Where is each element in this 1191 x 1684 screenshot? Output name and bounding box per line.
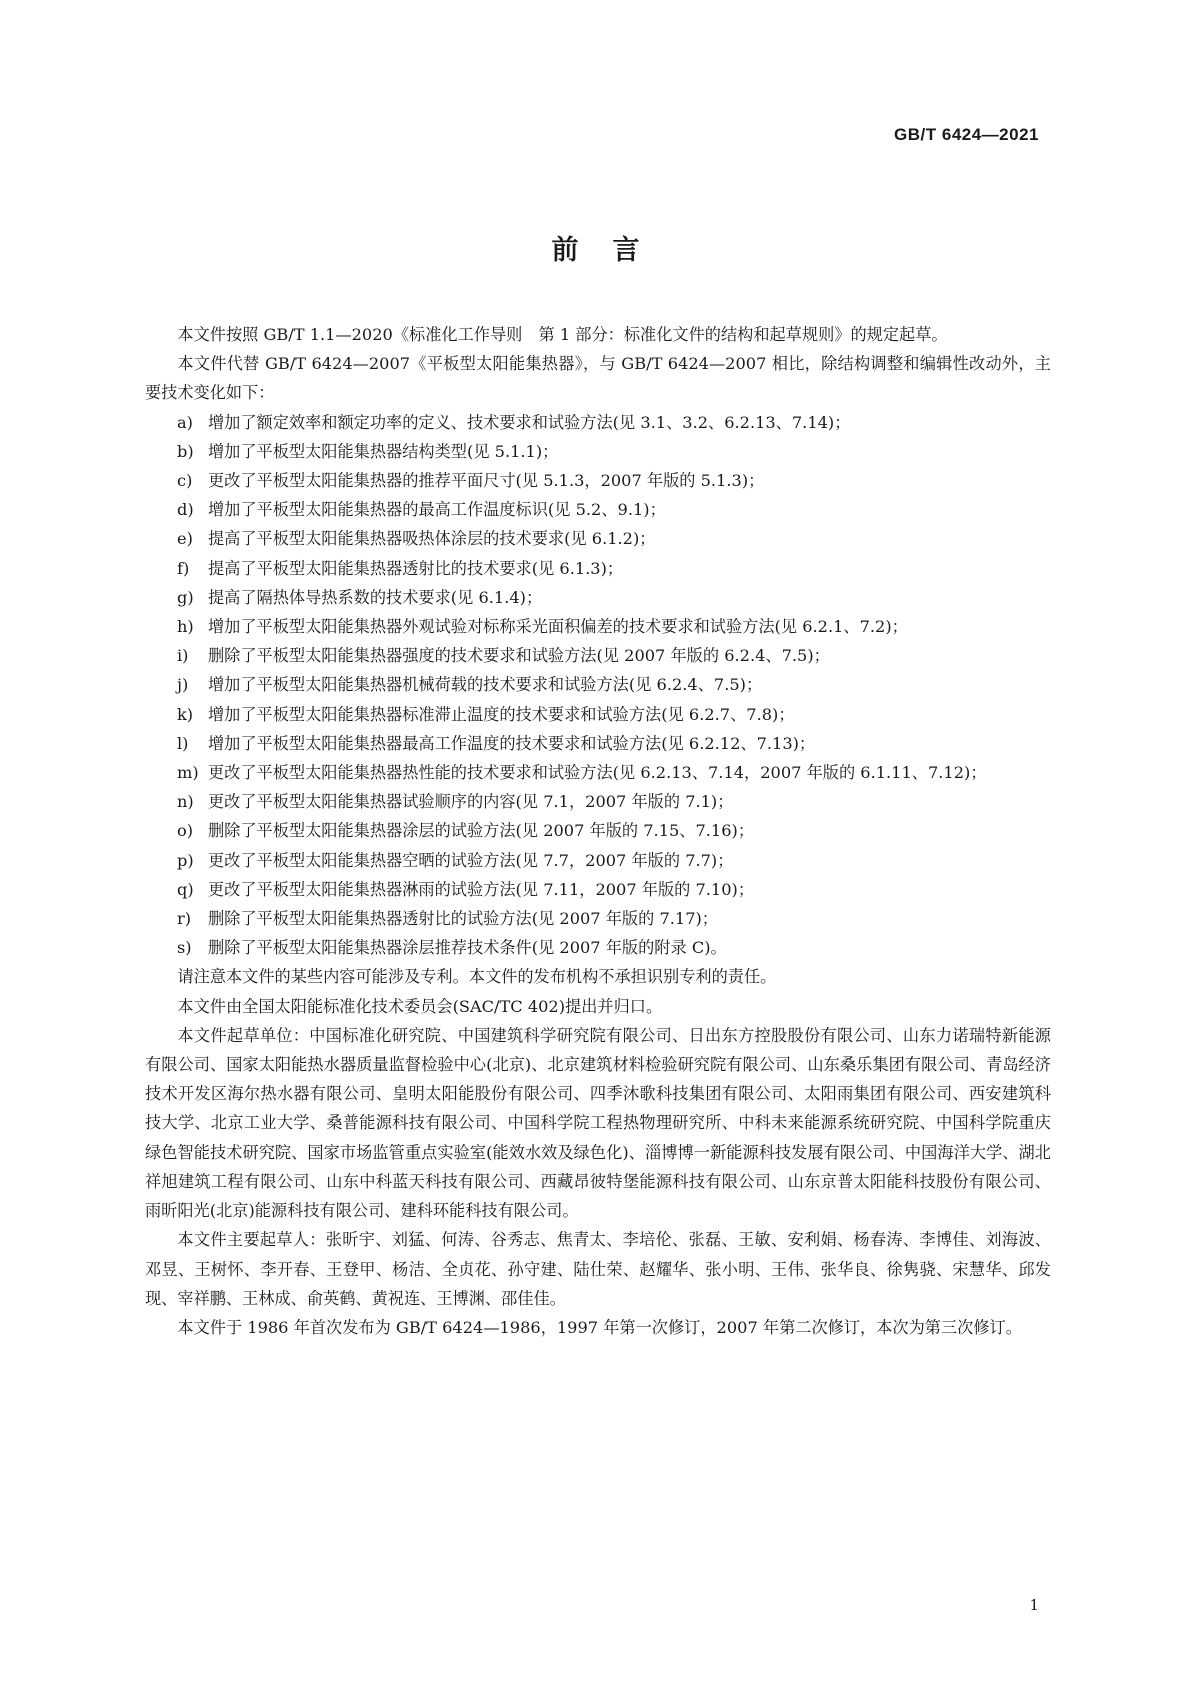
list-item bbox=[145, 846, 1051, 875]
list-marker: h) bbox=[177, 617, 194, 637]
list-marker: a) bbox=[177, 412, 193, 432]
list-item-text: 更改了平板型太阳能集热器的推荐平面尺寸(见 5.1.3，2007 年版的 5.1.3)； bbox=[208, 471, 765, 491]
list-item bbox=[145, 758, 1051, 787]
document-body bbox=[145, 320, 1051, 1342]
list-item-text: 更改了平板型太阳能集热器热性能的技术要求和试验方法(见 6.2.13、7.14，2007 年版的 6.1.11、7.12)； bbox=[208, 763, 987, 783]
list-item-text: 增加了额定效率和额定功率的定义、技术要求和试验方法(见 3.1、3.2、6.2.13、7.14)； bbox=[208, 412, 851, 432]
list-item-text: 增加了平板型太阳能集热器机械荷载的技术要求和试验方法(见 6.2.4、7.5)； bbox=[208, 675, 763, 695]
list-marker: e) bbox=[177, 529, 193, 549]
list-item-text: 更改了平板型太阳能集热器淋雨的试验方法(见 7.11，2007 年版的 7.10)； bbox=[208, 879, 755, 899]
list-item bbox=[145, 466, 1051, 495]
list-item bbox=[145, 641, 1051, 670]
list-item-text: 增加了平板型太阳能集热器外观试验对标称采光面积偏差的技术要求和试验方法(见 6.2.1、7.2)； bbox=[208, 617, 908, 637]
changes-list bbox=[145, 408, 1051, 963]
list-marker: s) bbox=[177, 938, 192, 958]
history-paragraph: 本文件于 1986 年首次发布为 GB/T 6424—1986，1997 年第一次修订，2007 年第二次修订，本次为第三次修订。 bbox=[177, 1317, 1022, 1337]
list-marker: l) bbox=[177, 733, 189, 753]
list-item bbox=[145, 583, 1051, 612]
list-item-text: 删除了平板型太阳能集热器透射比的试验方法(见 2007 年版的 7.17)； bbox=[208, 909, 718, 929]
list-marker: j) bbox=[177, 675, 189, 695]
list-item bbox=[145, 875, 1051, 904]
list-item-text: 增加了平板型太阳能集热器最高工作温度的技术要求和试验方法(见 6.2.12、7.13)； bbox=[208, 733, 816, 753]
list-item bbox=[145, 670, 1051, 699]
list-item-text: 提高了平板型太阳能集热器吸热体涂层的技术要求(见 6.1.2)； bbox=[208, 529, 656, 549]
list-item bbox=[145, 408, 1051, 437]
list-item-text: 增加了平板型太阳能集热器结构类型(见 5.1.1)； bbox=[208, 441, 559, 461]
list-item bbox=[145, 816, 1051, 845]
list-marker: o) bbox=[177, 821, 194, 841]
list-item bbox=[145, 700, 1051, 729]
intro-paragraph: 本文件按照 GB/T 1.1—2020《标准化工作导则 第 1 部分：标准化文件的结构和起草规则》的规定起草。 bbox=[177, 325, 948, 344]
list-marker: p) bbox=[177, 850, 194, 870]
list-marker: i) bbox=[177, 646, 189, 666]
list-item-text: 删除了平板型太阳能集热器强度的技术要求和试验方法(见 2007 年版的 6.2.4、7.5)； bbox=[208, 646, 830, 666]
standard-number: GB/T 6424—2021 bbox=[894, 125, 1039, 144]
list-item-text: 更改了平板型太阳能集热器试验顺序的内容(见 7.1，2007 年版的 7.1)； bbox=[208, 792, 734, 812]
proposer-paragraph: 本文件由全国太阳能标准化技术委员会(SAC/TC 402)提出并归口。 bbox=[177, 996, 663, 1016]
list-item bbox=[145, 612, 1051, 641]
page-number: 1 bbox=[1029, 1596, 1039, 1614]
list-marker: m) bbox=[177, 763, 199, 783]
list-item bbox=[145, 495, 1051, 524]
list-item-text: 增加了平板型太阳能集热器的最高工作温度标识(见 5.2、9.1)； bbox=[208, 500, 666, 520]
list-item-text: 增加了平板型太阳能集热器标准滞止温度的技术要求和试验方法(见 6.2.7、7.8)； bbox=[208, 704, 795, 724]
list-item-text: 删除了平板型太阳能集热器涂层的试验方法(见 2007 年版的 7.15、7.16)； bbox=[208, 821, 755, 841]
page-title: 前言 bbox=[551, 235, 674, 266]
list-item bbox=[145, 787, 1051, 816]
list-item-text: 提高了平板型太阳能集热器透射比的技术要求(见 6.1.3)； bbox=[208, 558, 624, 578]
list-marker: c) bbox=[177, 471, 193, 491]
list-item-text: 提高了隔热体导热系数的技术要求(见 6.1.4)； bbox=[208, 587, 543, 607]
list-item bbox=[145, 729, 1051, 758]
drafters-paragraph: 本文件主要起草人：张昕宇、刘猛、何涛、谷秀志、焦青太、李培伦、张磊、王敏、安利娟、杨春涛、李博佳、刘海波、邓昱、王树怀、李开春、王登甲、杨洁、全贞花、孙守建、陆仕荣、赵耀华、张小明、王伟、张华良、徐隽骁、宋慧华、邱发现、宰祥鹏、王林成、俞英鹤、黄祝连、王博渊、邵佳佳。 bbox=[145, 1230, 1051, 1308]
list-marker: r) bbox=[177, 909, 192, 929]
list-item bbox=[145, 437, 1051, 466]
patent-notice: 请注意本文件的某些内容可能涉及专利。本文件的发布机构不承担识别专利的责任。 bbox=[177, 967, 777, 987]
list-marker: k) bbox=[177, 704, 194, 724]
list-marker: f) bbox=[177, 558, 190, 578]
list-marker: d) bbox=[177, 500, 194, 520]
intro-paragraph: 本文件代替 GB/T 6424—2007《平板型太阳能集热器》，与 GB/T 6424—2007 相比，除结构调整和编辑性改动外，主要技术变化如下： bbox=[145, 354, 1051, 403]
list-item bbox=[145, 524, 1051, 553]
list-item-text: 更改了平板型太阳能集热器空晒的试验方法(见 7.7，2007 年版的 7.7)； bbox=[208, 850, 734, 870]
list-item-text: 删除了平板型太阳能集热器涂层推荐技术条件(见 2007 年版的附录 C)。 bbox=[208, 938, 727, 958]
list-marker: g) bbox=[177, 587, 194, 607]
drafting-units-paragraph: 本文件起草单位：中国标准化研究院、中国建筑科学研究院有限公司、日出东方控股股份有限公司、山东力诺瑞特新能源有限公司、国家太阳能热水器质量监督检验中心(北京)、北京建筑材料检验研究院有限公司、山东桑乐集团有限公司、青岛经济技术开发区海尔热水器有限公司、皇明太阳能股份有限公司、四季沐歌科技集团有限公司、太阳雨集团有限公司、西安建筑科技大学、北京工业大学、桑普能源科技有限公司、中国科学院工程热物理研究所、中科未来能源系统研究院、中国科学院重庆绿色智能技术研究院、国家市场监管重点实验室(能效水效及绿色化)、淄博博一新能源科技发展有限公司、中国海洋大学、湖北祥旭建筑工程有限公司、山东中科蓝天科技有限公司、西藏昂彼特堡能源科技有限公司、山东京普太阳能科技股份有限公司、雨昕阳光(北京)能源科技有限公司、建科环能科技有限公司。 bbox=[145, 1025, 1051, 1221]
list-item bbox=[145, 904, 1051, 933]
list-marker: b) bbox=[177, 441, 194, 461]
list-marker: n) bbox=[177, 792, 194, 812]
list-marker: q) bbox=[177, 879, 194, 899]
list-item bbox=[145, 554, 1051, 583]
list-item bbox=[145, 933, 1051, 962]
